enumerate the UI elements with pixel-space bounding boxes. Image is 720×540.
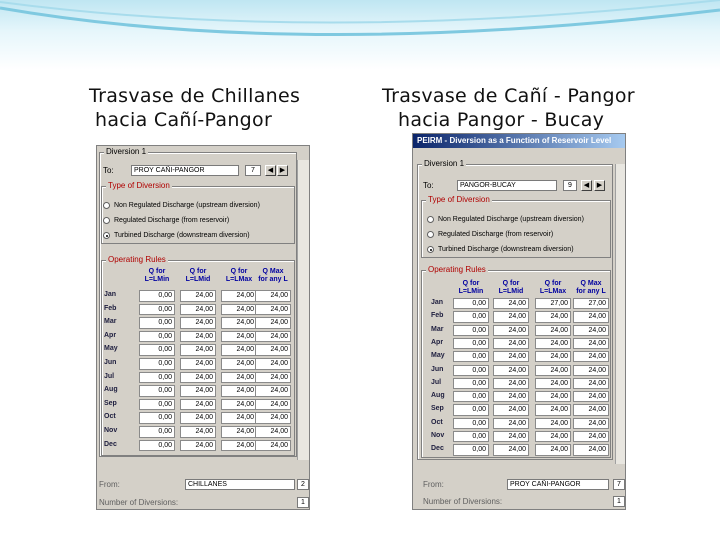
table-cell[interactable]: 24,00: [255, 372, 291, 384]
table-cell[interactable]: 24,00: [573, 351, 609, 362]
table-cell[interactable]: 24,00: [180, 331, 216, 343]
table-cell[interactable]: 0,00: [139, 372, 175, 384]
month-label: Jul: [104, 372, 115, 380]
table-cell[interactable]: 0,00: [453, 365, 489, 376]
table-cell[interactable]: 24,00: [535, 444, 571, 455]
table-cell[interactable]: 24,00: [255, 385, 291, 397]
operating-rules-title: Operating Rules: [428, 265, 486, 274]
table-cell[interactable]: 24,00: [493, 351, 529, 362]
scrollbar[interactable]: [297, 160, 309, 460]
month-label: Oct: [104, 413, 116, 421]
left-diversion-window: [96, 145, 310, 510]
table-cell[interactable]: 24,00: [573, 418, 609, 429]
table-cell[interactable]: 24,00: [255, 317, 291, 329]
table-cell[interactable]: 24,00: [535, 351, 571, 362]
table-cell[interactable]: 24,00: [221, 426, 257, 438]
table-cell[interactable]: 24,00: [535, 431, 571, 442]
month-label: Dec: [431, 445, 444, 453]
column-header: Q for: [462, 280, 480, 287]
month-label: Jan: [431, 299, 444, 306]
table-cell[interactable]: 0,00: [139, 385, 175, 397]
number-of-diversions-value: 1: [613, 496, 625, 507]
from-field[interactable]: CHILLANES: [185, 479, 295, 490]
diversion-type-label: Turbined Discharge (downstream diversion): [438, 246, 574, 253]
to-field[interactable]: PANGOR-BUCAY: [457, 180, 557, 191]
month-label: Apr: [104, 331, 117, 339]
diversion-type-radio[interactable]: [103, 217, 110, 224]
column-header: L=LMin: [144, 276, 170, 283]
header-band: [0, 0, 720, 70]
table-cell[interactable]: 24,00: [535, 404, 571, 415]
table-cell[interactable]: 24,00: [493, 311, 529, 322]
table-cell[interactable]: 24,00: [573, 404, 609, 415]
spin-prev-icon: ◀: [583, 182, 590, 189]
table-cell[interactable]: 0,00: [139, 412, 175, 424]
table-cell[interactable]: 24,00: [573, 338, 609, 349]
table-cell[interactable]: 24,00: [180, 426, 216, 438]
table-cell[interactable]: 24,00: [180, 399, 216, 411]
table-cell[interactable]: 24,00: [573, 365, 609, 376]
column-header: Q for: [189, 268, 207, 275]
month-label: Sep: [104, 399, 117, 407]
to-label: To:: [103, 166, 114, 175]
table-cell[interactable]: 24,00: [493, 404, 529, 415]
column-header: Q Max: [262, 268, 284, 275]
table-cell[interactable]: 0,00: [139, 304, 175, 316]
from-number: 2: [297, 479, 309, 490]
to-number: 7: [245, 165, 261, 176]
spin-next-button[interactable]: [594, 180, 605, 191]
table-cell[interactable]: 24,00: [221, 440, 257, 452]
from-label: From:: [99, 480, 120, 489]
left-title-line2: hacia Cañí-Pangor: [95, 109, 273, 131]
table-cell[interactable]: 24,00: [493, 418, 529, 429]
table-cell[interactable]: 24,00: [573, 444, 609, 455]
table-cell[interactable]: 24,00: [221, 317, 257, 329]
column-header: Q for: [502, 280, 520, 287]
table-cell[interactable]: 0,00: [453, 378, 489, 389]
table-cell[interactable]: 27,00: [535, 298, 571, 309]
table-cell[interactable]: 24,00: [535, 325, 571, 336]
table-cell[interactable]: 24,00: [221, 290, 257, 302]
table-cell[interactable]: 24,00: [535, 311, 571, 322]
table-cell[interactable]: 0,00: [453, 404, 489, 415]
table-cell[interactable]: 24,00: [180, 317, 216, 329]
number-of-diversions-value: 1: [297, 497, 309, 508]
table-cell[interactable]: 0,00: [453, 298, 489, 309]
table-cell[interactable]: 24,00: [221, 304, 257, 316]
spin-next-icon: ▶: [596, 182, 603, 189]
month-label: Jun: [431, 365, 444, 373]
spin-prev-icon: ◀: [267, 167, 274, 174]
table-cell[interactable]: 24,00: [535, 365, 571, 376]
table-cell[interactable]: 24,00: [535, 338, 571, 349]
table-cell[interactable]: 0,00: [139, 331, 175, 343]
table-cell[interactable]: 24,00: [255, 290, 291, 302]
table-cell[interactable]: 0,00: [453, 351, 489, 362]
month-label: Jan: [104, 291, 117, 298]
diversion-type-radio[interactable]: [427, 231, 434, 238]
month-label: Mar: [431, 325, 444, 333]
left-title-line1: Trasvase de Chillanes: [89, 85, 301, 107]
table-cell[interactable]: 0,00: [139, 317, 175, 329]
table-cell[interactable]: 24,00: [255, 358, 291, 370]
type-of-diversion-title: Type of Diversion: [108, 181, 170, 190]
diversion-type-label: Non Regulated Discharge (upstream diversion): [438, 216, 584, 223]
column-header: for any L: [576, 288, 606, 295]
diversion-type-radio[interactable]: [103, 232, 110, 239]
table-cell[interactable]: 24,00: [221, 358, 257, 370]
table-cell[interactable]: 24,00: [535, 378, 571, 389]
diversion-type-radio[interactable]: [103, 202, 110, 209]
table-cell[interactable]: 24,00: [535, 418, 571, 429]
month-label: Oct: [431, 418, 443, 426]
from-label: From:: [423, 480, 444, 489]
scrollbar[interactable]: [615, 164, 625, 464]
table-cell[interactable]: 0,00: [139, 440, 175, 452]
table-cell[interactable]: 0,00: [453, 444, 489, 455]
to-label: To:: [423, 181, 434, 190]
month-label: Nov: [104, 427, 118, 434]
column-header: for any L: [258, 276, 288, 283]
table-cell[interactable]: 24,00: [180, 412, 216, 424]
table-cell[interactable]: 24,00: [493, 338, 529, 349]
table-cell[interactable]: 24,00: [180, 440, 216, 452]
table-cell[interactable]: 0,00: [139, 399, 175, 411]
month-label: Jun: [104, 359, 117, 366]
table-cell[interactable]: 24,00: [221, 344, 257, 356]
column-header: L=LMid: [498, 288, 524, 295]
table-cell[interactable]: 24,00: [221, 331, 257, 343]
table-cell[interactable]: 24,00: [180, 344, 216, 356]
diversion-type-label: Regulated Discharge (from reservoir): [114, 217, 230, 224]
table-cell[interactable]: 0,00: [453, 431, 489, 442]
table-cell[interactable]: 24,00: [180, 290, 216, 302]
diversion-type-label: Non Regulated Discharge (upstream diversion): [114, 202, 260, 209]
month-label: Feb: [431, 312, 444, 320]
table-cell[interactable]: 0,00: [453, 391, 489, 402]
table-cell[interactable]: 24,00: [180, 304, 216, 316]
table-cell[interactable]: 24,00: [573, 325, 609, 336]
table-cell[interactable]: 24,00: [255, 426, 291, 438]
right-title-line2: hacia Pangor - Bucay: [398, 109, 605, 131]
table-cell[interactable]: 24,00: [255, 304, 291, 316]
table-cell[interactable]: 24,00: [493, 325, 529, 336]
column-header: Q for: [230, 268, 248, 275]
table-cell[interactable]: 24,00: [573, 378, 609, 389]
table-cell[interactable]: 27,00: [573, 298, 609, 309]
table-cell[interactable]: 0,00: [453, 418, 489, 429]
column-header: L=LMin: [458, 288, 484, 295]
month-label: Aug: [104, 386, 118, 394]
diversion-type-radio[interactable]: [427, 246, 434, 253]
operating-rules-title: Operating Rules: [108, 255, 166, 264]
table-cell[interactable]: 24,00: [255, 331, 291, 343]
table-cell[interactable]: 24,00: [180, 372, 216, 384]
column-header: L=LMax: [225, 276, 253, 283]
table-cell[interactable]: 0,00: [453, 311, 489, 322]
column-header: Q for: [544, 280, 562, 287]
month-label: Aug: [431, 392, 445, 400]
to-number: 9: [563, 180, 577, 191]
table-cell[interactable]: 24,00: [493, 391, 529, 402]
diversion-type-label: Turbined Discharge (downstream diversion): [114, 232, 250, 239]
table-cell[interactable]: 24,00: [180, 358, 216, 370]
month-label: Sep: [431, 405, 444, 413]
table-cell[interactable]: 0,00: [139, 358, 175, 370]
to-field[interactable]: PROY CAÑI-PANGOR: [131, 165, 239, 176]
table-cell[interactable]: 24,00: [221, 372, 257, 384]
table-cell[interactable]: 24,00: [255, 399, 291, 411]
month-label: Mar: [104, 318, 117, 326]
spin-next-button[interactable]: [277, 165, 288, 176]
month-label: May: [431, 352, 445, 360]
number-of-diversions-label: Number of Diversions:: [99, 498, 179, 507]
right-diversion-window: [412, 133, 626, 510]
type-of-diversion-title: Type of Diversion: [428, 195, 490, 204]
from-field[interactable]: PROY CAÑI-PANGOR: [507, 479, 609, 490]
table-cell[interactable]: 24,00: [493, 431, 529, 442]
table-cell[interactable]: 24,00: [573, 431, 609, 442]
month-label: Nov: [431, 432, 445, 439]
table-cell[interactable]: 24,00: [221, 385, 257, 397]
spin-prev-button[interactable]: [581, 180, 592, 191]
table-cell[interactable]: 24,00: [255, 440, 291, 452]
table-cell[interactable]: 24,00: [573, 391, 609, 402]
table-cell[interactable]: 0,00: [453, 325, 489, 336]
table-cell[interactable]: 24,00: [255, 344, 291, 356]
table-cell[interactable]: 24,00: [535, 391, 571, 402]
column-header: L=LMid: [185, 276, 211, 283]
month-label: Jul: [431, 378, 442, 386]
column-header: Q Max: [580, 280, 602, 287]
column-header: Q for: [148, 268, 166, 275]
diversion-type-label: Regulated Discharge (from reservoir): [438, 231, 554, 238]
spin-prev-button[interactable]: [265, 165, 276, 176]
diversion-type-radio[interactable]: [427, 216, 434, 223]
number-of-diversions-label: Number of Diversions:: [423, 497, 503, 506]
table-cell[interactable]: 24,00: [493, 444, 529, 455]
column-header: L=LMax: [539, 288, 567, 295]
month-label: Apr: [431, 338, 444, 346]
table-cell[interactable]: 24,00: [573, 311, 609, 322]
table-cell[interactable]: 0,00: [139, 290, 175, 302]
month-label: Feb: [104, 304, 117, 312]
table-cell[interactable]: 0,00: [139, 426, 175, 438]
table-cell[interactable]: 24,00: [221, 399, 257, 411]
table-cell[interactable]: 24,00: [493, 365, 529, 376]
table-cell[interactable]: 24,00: [180, 385, 216, 397]
diversion-group-title: Diversion 1: [106, 147, 147, 156]
table-cell[interactable]: 24,00: [255, 412, 291, 424]
table-cell[interactable]: 24,00: [493, 378, 529, 389]
diversion-group-title: Diversion 1: [424, 159, 465, 168]
from-number: 7: [613, 479, 625, 490]
month-label: May: [104, 345, 118, 353]
window-title: PEIRM - Diversion as a Function of Reservoir Level: [413, 134, 625, 148]
decorative-swoosh: [0, 0, 720, 70]
right-title-line1: Trasvase de Cañí - Pangor: [382, 85, 635, 107]
table-cell[interactable]: 24,00: [493, 298, 529, 309]
month-label: Dec: [104, 440, 117, 448]
spin-next-icon: ▶: [279, 167, 286, 174]
table-cell[interactable]: 24,00: [221, 412, 257, 424]
table-cell[interactable]: 0,00: [139, 344, 175, 356]
table-cell[interactable]: 0,00: [453, 338, 489, 349]
